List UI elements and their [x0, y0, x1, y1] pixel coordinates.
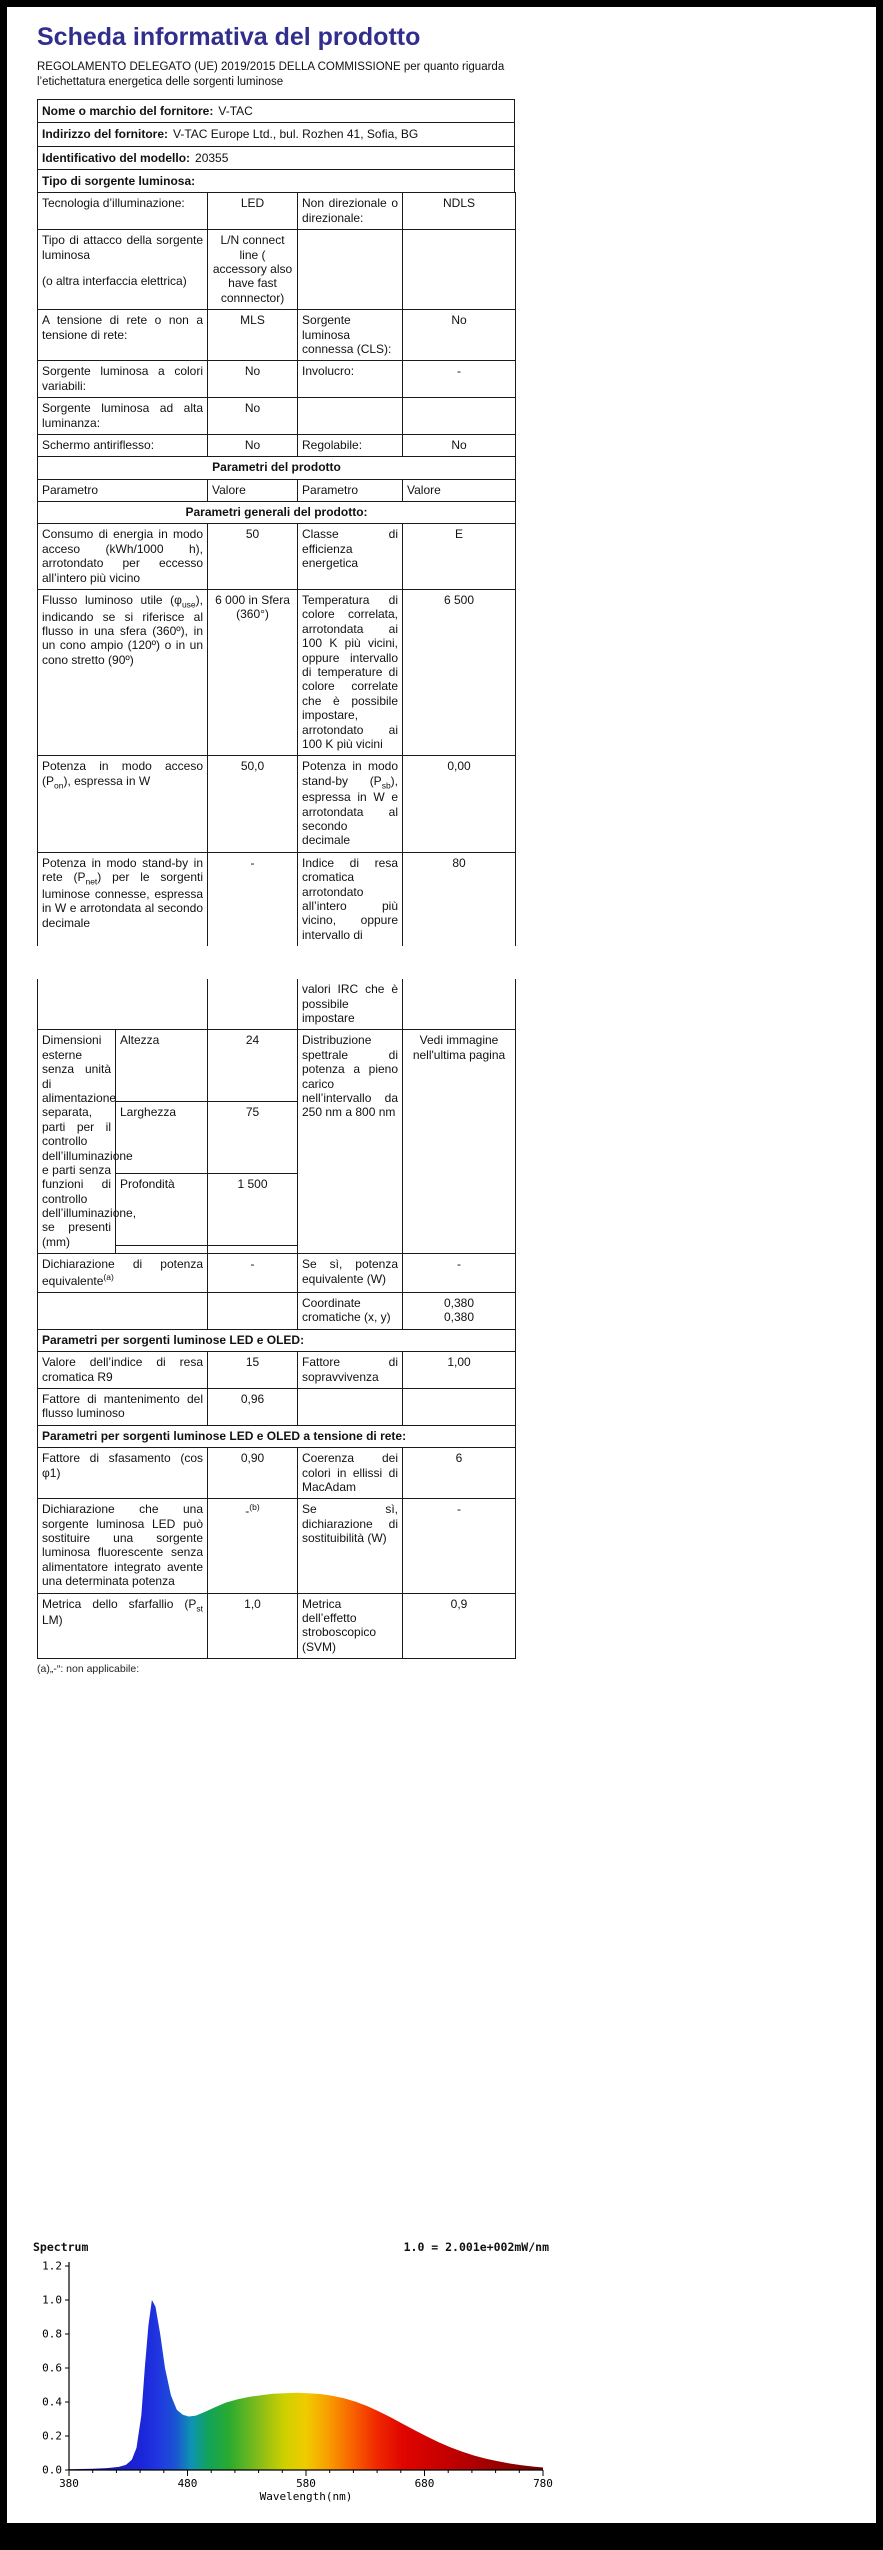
- survival-label: Fattore di sopravvivenza: [298, 1352, 403, 1389]
- tech-label: Tecnologia d’illuminazione:: [38, 193, 208, 230]
- svg-text:580: 580: [296, 2477, 316, 2490]
- empty-cell: [403, 398, 516, 435]
- substitution-value: -: [403, 1499, 516, 1593]
- envelope-label: Involucro:: [298, 361, 403, 398]
- table-row: [38, 1388, 516, 1425]
- model-id-cell: [38, 146, 515, 169]
- empty-cell: [403, 230, 516, 310]
- section-led-oled-mains: Parametri per sorgenti luminose LED e OLED a tensione di rete:: [38, 1425, 516, 1447]
- supplier-address-value: V-TAC Europe Ltd., bul. Rozhen 41, Sofia, BG: [173, 127, 419, 142]
- color-tunable-label: Sorgente luminosa a colori variabili:: [38, 361, 208, 398]
- empty-cell: [38, 1293, 208, 1330]
- value-col-header: Valore: [403, 479, 516, 501]
- mains-value: MLS: [208, 310, 298, 361]
- depth-label: Profondità: [116, 1174, 208, 1246]
- table-row: [38, 1448, 516, 1499]
- table-row: [38, 524, 516, 590]
- blank-area: [37, 1676, 515, 2240]
- flicker-value: 1,0: [208, 1593, 298, 1659]
- pon-label: Potenza in modo acceso $(P_{on})$, espressa in W: [38, 756, 208, 853]
- energy-label: Consumo di energia in modo acceso (kWh/1000 h), arrotondato per eccesso all’intero più vicino: [38, 524, 208, 590]
- equivalence-claim-label: Dichiarazione di potenza equivalente$^{(a)}$: [38, 1254, 208, 1293]
- r9-label: Valore dell’indice di resa cromatica R9: [38, 1352, 208, 1389]
- source-type-label: Tipo di sorgente luminosa:: [42, 174, 196, 189]
- svg-text:380: 380: [59, 2477, 79, 2490]
- cap-label-line1: Tipo di attacco della sorgente luminosa: [42, 233, 204, 262]
- table-row: [38, 1030, 516, 1102]
- table-row: [38, 979, 516, 1030]
- cap-label-line2: (o altra interfaccia elettrica): [42, 274, 187, 288]
- lumen-maintenance-value: 0,96: [208, 1388, 298, 1425]
- empty-cell: [298, 230, 403, 310]
- param-col-header: Parametro: [38, 479, 208, 501]
- depth-value: 1 500: [208, 1174, 298, 1246]
- spd-value: Vedi immagine nell'ultima pagina: [403, 1030, 516, 1254]
- dimmable-label: Regolabile:: [298, 434, 403, 456]
- height-value: 24: [208, 1030, 298, 1102]
- equivalent-power-label: Se sì, potenza equivalente (W): [298, 1254, 403, 1293]
- directional-label: Non direzionale o direzionale:: [298, 193, 403, 230]
- table-row: [38, 361, 516, 398]
- chart-header: [31, 2240, 553, 2256]
- high-lum-value: No: [208, 398, 298, 435]
- svg-text:1.2: 1.2: [42, 2259, 62, 2273]
- table-row: [38, 1499, 516, 1593]
- r9-value: 15: [208, 1352, 298, 1389]
- table-row: [38, 1593, 516, 1659]
- energy-class-value: E: [403, 524, 516, 590]
- page-break-gap: [37, 946, 515, 980]
- pnet-label: Potenza in modo stand-by in rete $(P_{net})$ per le sorgenti luminose connesse, espressa in W e arrotondata al secondo decimale: [38, 852, 208, 946]
- table-row: [38, 1352, 516, 1389]
- chart-title: Spectrum: [33, 2240, 89, 2254]
- supplier-name-cell: [38, 99, 515, 122]
- spd-label: Distribuzione spettrale di potenza a pieno carico nell’intervallo da 250 nm a 800 nm: [298, 1030, 403, 1254]
- color-tunable-value: No: [208, 361, 298, 398]
- fluorescent-claim-label: Dichiarazione che una sorgente luminosa LED può sostituire una sorgente luminosa fluorescente senza alimentatore integrato avente una determinata potenza: [38, 1499, 208, 1593]
- connected-label: Sorgente luminosa connessa (CLS):: [298, 310, 403, 361]
- column-header-row: [38, 479, 516, 501]
- high-lum-label: Sorgente luminosa ad alta luminanza:: [38, 398, 208, 435]
- svg-text:Wavelength(nm): Wavelength(nm): [259, 2490, 353, 2503]
- parameters-table-part2: [37, 979, 516, 1659]
- tech-value: LED: [208, 193, 298, 230]
- source-type-cell: [38, 170, 515, 193]
- model-id-label: Identificativo del modello:: [42, 150, 191, 165]
- svg-text:480: 480: [177, 2477, 198, 2490]
- table-row: [38, 99, 515, 122]
- power-factor-value: 0,90: [208, 1448, 298, 1499]
- footnote-a: (a)„-“: non applicabile:: [37, 1663, 140, 1676]
- svg-text:0.0: 0.0: [42, 2463, 62, 2477]
- flux-value: 6 000 in Sfera (360°): [208, 590, 298, 756]
- chromaticity-label: Coordinate cromatiche (x, y): [298, 1293, 403, 1330]
- directional-value: NDLS: [403, 193, 516, 230]
- survival-value: 1,00: [403, 1352, 516, 1389]
- cct-label: Temperatura di colore correlata, arrotondata ai 100 K più vicini, oppure intervallo di temperature di colore correlate che è possibile impostare, arrotondato ai 100 K più vicini: [298, 590, 403, 756]
- svg-text:0.6: 0.6: [42, 2361, 62, 2375]
- macadam-value: 6: [403, 1448, 516, 1499]
- connected-value: No: [403, 310, 516, 361]
- energy-class-label: Classe di efficienza energetica: [298, 524, 403, 590]
- supplier-name-value: V-TAC: [218, 103, 253, 118]
- table-row: [38, 756, 516, 853]
- document-content: [33, 23, 553, 2509]
- anti-glare-label: Schermo antiriflesso:: [38, 434, 208, 456]
- equivalence-claim-value: -: [208, 1254, 298, 1293]
- svg-text:680: 680: [414, 2477, 435, 2490]
- energy-value: 50: [208, 524, 298, 590]
- table-row: [38, 193, 516, 230]
- pnet-value: -: [208, 852, 298, 946]
- svg-text:1.0: 1.0: [42, 2293, 62, 2307]
- psb-value: 0,00: [403, 756, 516, 853]
- chromaticity-value: 0,380 0,380: [403, 1293, 516, 1330]
- table-row: [38, 434, 516, 456]
- supplier-name-label: Nome o marchio del fornitore:: [42, 103, 214, 118]
- param-col-header: Parametro: [298, 479, 403, 501]
- cap-label: [38, 230, 208, 310]
- svg-text:0.2: 0.2: [42, 2429, 62, 2443]
- power-factor-label: Fattore di sfasamento (cos φ1): [38, 1448, 208, 1499]
- section-header-row: [38, 502, 516, 524]
- cct-value: 6 500: [403, 590, 516, 756]
- table-row: [38, 398, 516, 435]
- table-row: [38, 310, 516, 361]
- table-row: [38, 170, 515, 193]
- dimmable-value: No: [403, 434, 516, 456]
- table-row: [38, 123, 515, 146]
- value-col-header: Valore: [208, 479, 298, 501]
- model-id-value: 20355: [195, 150, 229, 165]
- width-value: 75: [208, 1102, 298, 1174]
- svm-value: 0,9: [403, 1593, 516, 1659]
- supplier-info-table: [37, 99, 515, 194]
- empty-cell: [208, 1293, 298, 1330]
- psb-label: Potenza in modo stand-by $(P_{sb})$, espressa in W e arrotondata al secondo decimale: [298, 756, 403, 853]
- flicker-label: Metrica dello sfarfallio ($P_{st}$ LM): [38, 1593, 208, 1659]
- empty-cell: [116, 1246, 208, 1254]
- table-row: [38, 852, 516, 946]
- cri-label-part2: valori IRC che è possibile impostare: [298, 979, 403, 1030]
- svg-text:0.4: 0.4: [42, 2395, 62, 2409]
- supplier-address-cell: [38, 123, 515, 146]
- spectrum-chart: [31, 2240, 553, 2509]
- svg-text:780: 780: [533, 2477, 553, 2490]
- empty-cell: [38, 979, 208, 1030]
- height-label: Altezza: [116, 1030, 208, 1102]
- section-general-params: Parametri generali del prodotto:: [38, 502, 516, 524]
- cri-label-part1: Indice di resa cromatica arrotondato all’intero più vicino, oppure intervallo di: [298, 852, 403, 946]
- section-product-params: Parametri del prodotto: [38, 457, 516, 479]
- empty-cell: [298, 398, 403, 435]
- fluorescent-claim-value: -$^{(b)}$: [208, 1499, 298, 1593]
- cri-value: 80: [403, 852, 516, 946]
- table-row: [38, 230, 516, 310]
- document-page: [7, 7, 876, 2523]
- svg-text:0.8: 0.8: [42, 2327, 62, 2341]
- pon-value: 50,0: [208, 756, 298, 853]
- regulation-text: REGOLAMENTO DELEGATO (UE) 2019/2015 DELLA COMMISSIONE per quanto riguarda l’etichettatura energetica delle sorgenti luminose: [37, 61, 505, 88]
- table-row: [38, 590, 516, 756]
- envelope-value: -: [403, 361, 516, 398]
- table-row: [38, 146, 515, 169]
- cap-value: L/N connect line ( accessory also have fast connnector): [208, 230, 298, 310]
- section-header-row: [38, 1329, 516, 1351]
- section-header-row: [38, 457, 516, 479]
- mains-label: A tensione di rete o non a tensione di rete:: [38, 310, 208, 361]
- flux-label: Flusso luminoso utile $(\varphi_{use})$, indicando se si riferisce al flusso in una sfera (360º), in un cono ampio (120º) o in un cono stretto (90º): [38, 590, 208, 756]
- empty-cell: [298, 1388, 403, 1425]
- svm-label: Metrica dell’effetto stroboscopico (SVM): [298, 1593, 403, 1659]
- empty-cell: [403, 1388, 516, 1425]
- dimensions-label: Dimensioni esterne senza unità di alimentazione separata, parti per il controllo dell’illuminazione e parti senza funzioni di controllo dell’illuminazione, se presenti (mm): [38, 1030, 116, 1254]
- section-led-oled: Parametri per sorgenti luminose LED e OLED:: [38, 1329, 516, 1351]
- section-header-row: [38, 1425, 516, 1447]
- substitution-label: Se sì, dichiarazione di sostituibilità (W): [298, 1499, 403, 1593]
- equivalent-power-value: -: [403, 1254, 516, 1293]
- parameters-table-part1: [37, 192, 516, 946]
- chart-scale-note: 1.0 = 2.001e+002mW/nm: [403, 2240, 549, 2254]
- empty-cell: [208, 1246, 298, 1254]
- lumen-maintenance-label: Fattore di mantenimento del flusso luminoso: [38, 1388, 208, 1425]
- empty-cell: [208, 979, 298, 1030]
- table-row: [38, 1254, 516, 1293]
- empty-cell: [403, 979, 516, 1030]
- width-label: Larghezza: [116, 1102, 208, 1174]
- table-row: [38, 1293, 516, 1330]
- spectrum-plot: [31, 2256, 553, 2504]
- macadam-label: Coerenza dei colori in ellissi di MacAdam: [298, 1448, 403, 1499]
- page-title: Scheda informativa del prodotto: [37, 23, 421, 51]
- anti-glare-value: No: [208, 434, 298, 456]
- supplier-address-label: Indirizzo del fornitore:: [42, 127, 168, 142]
